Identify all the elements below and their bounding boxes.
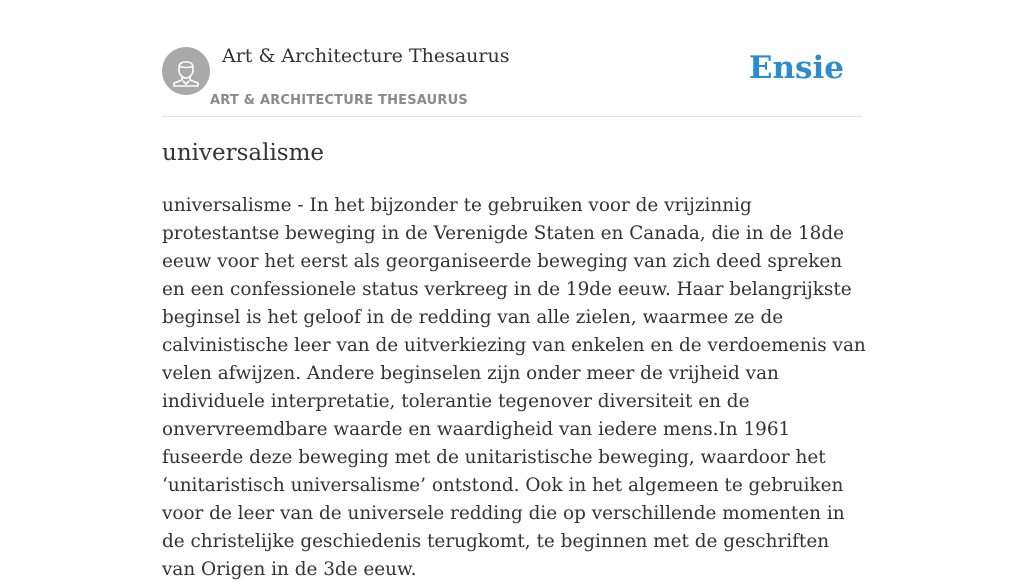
user-icon xyxy=(162,47,210,95)
avatar[interactable] xyxy=(162,47,210,95)
entry-title: universalisme xyxy=(162,140,325,166)
source-label[interactable]: ART & ARCHITECTURE THESAURUS xyxy=(210,93,468,108)
ensie-logo[interactable]: Ensie xyxy=(748,50,844,86)
author-name[interactable]: Art & Architecture Thesaurus xyxy=(222,45,510,67)
header xyxy=(162,0,862,117)
entry-text: universalisme - In het bijzonder te gebruiken voor de vrijzinnig protestantse beweging in de Verenigde Staten en Canada, die in de 18de eeuw voor het eerst als georganiseerde beweging van zich deed spreken en een confessionele status verkreeg in de 19de eeuw. Haar belangrijkste beginsel is het geloof in de redding van alle zielen, waarmee ze de calvinistische leer van de uitverkiezing van enkelen en de verdoemenis van velen afwijzen. Andere beginselen zijn onder meer de vrijheid van individuele interpretatie, tolerantie tegenover diversiteit en de onvervreemdbare waarde en waardigheid van iedere mens.In 1961 fuseerde deze beweging met de unitaristische beweging, waardoor het ‘unitaristisch universalisme’ ontstond. Ook in het algemeen te gebruiken voor de leer van de universele redding die op verschillende momenten in de christelijke geschiedenis terugkomt, te beginnen met de geschriften van Origen in de 3de eeuw. xyxy=(162,195,866,580)
